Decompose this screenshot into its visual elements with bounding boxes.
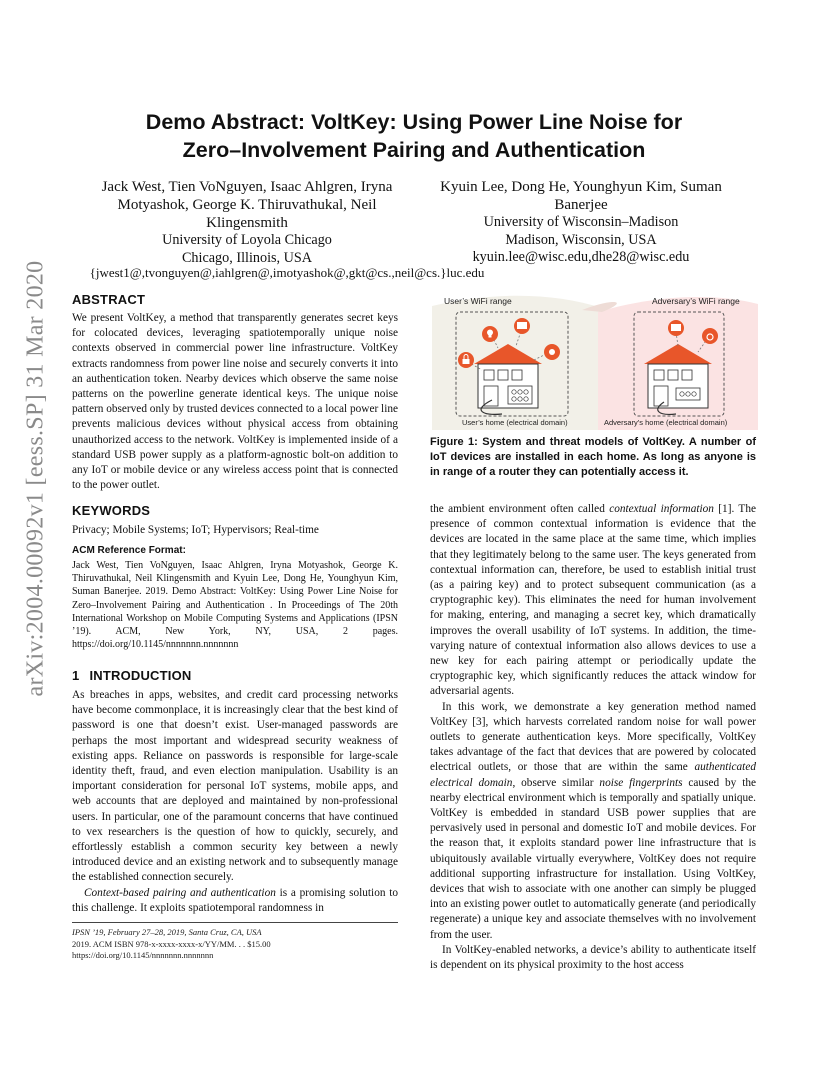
intro-paragraph-2-text: is a promising solution to this challenge. It exploits spatiotemporal randomness in (72, 886, 398, 914)
section-title: INTRODUCTION (89, 668, 192, 683)
label-adversary-wifi: Adversary’s WiFi range (652, 296, 740, 306)
authors-left-emails: {jwest1@,tvonguyen@,iahlgren@,imotyashok@,gkt@cs.,neil@cs.}luc.edu (89, 265, 485, 280)
label-user-wifi: User’s WiFi range (444, 296, 512, 306)
keywords-text: Privacy; Mobile Systems; IoT; Hypervisors; Real-time (72, 524, 319, 536)
right-p2-emphasis-2: noise fingerprints (599, 776, 683, 789)
authors-left-affiliation: University of Loyola Chicago (162, 232, 332, 248)
paper-title (80, 108, 748, 164)
acm-reference-section (72, 544, 398, 651)
right-p2-emphasis-1: authenticated electrical domain (430, 761, 756, 789)
right-column-body (430, 502, 756, 973)
acm-reference-heading: ACM Reference Format: (72, 545, 186, 556)
right-p2-text-b: , observe similar (512, 776, 600, 789)
authors-left-location: Chicago, Illinois, USA (181, 249, 313, 266)
abstract-text: We present VoltKey, a method that transparently generates secret keys for colocated devices, leveraging spatiotemporally unique noise contexts observed in commercial power line infrastructure. VoltKey extracts randomness from power line noise and securely converts it into an authentication token. Nearby devices which observe the same noise patterns on the powerline generate identical keys. The unique noise pattern observed only by trusted devices connected to a local power line prevents malicious devices without physical access from obtaining unauthorized access to the network. VoltKey is implemented inside of a standard USB power supply as a platform-agnostic bolt-on addition to any IoT or mobile device or any wireless access point that is connected to the power outlet. (72, 312, 398, 492)
authors-left-names: Jack West, Tien VoNguyen, Isaac Ahlgren, Iryna Motyashok, George K. Thiruvathukal, Neil Klingensmith (101, 179, 393, 231)
copyright-footnote (72, 922, 398, 962)
right-paragraph-2 (430, 700, 756, 943)
right-p1-text-a: the ambient environment often called (430, 503, 610, 515)
authors-left-block (80, 178, 414, 267)
intro-paragraph-1: As breaches in apps, websites, and credit card processing networks have become commonplace, it is increasingly clear that the best kind of password is one that doesn’t exist. User-managed passwords are perhaps the most important and widespread security weakness of existing apps. Reliance on passwords is responsible for large-scale identity theft, fraud, and even election manipulation. Usability is an important consideration for personal IoT systems, mobile apps, and web accounts that are deployed and maintained by non-professional users. In particular, one of the paramount concerns that have continued to vex researchers is the question of how to quickly, securely, and effortlessly establish a common security key between a newly introduced device and an existing network and to subsequently manage the established connection securely. (72, 689, 398, 884)
introduction-section (72, 668, 398, 916)
right-p1-text-b: [1]. The presence of common contextual information is evidence that the devices are located in the same place at the same time, which implies that they legitimately belong to the same user. The keys generated from contextual information can, therefore, be used to establish initial trust (as a pairing key) and to protect subsequent communication (as a cryptographic key). This eliminates the need for human involvement for making, entering, and managing a secret key, which dramatically improves the overall usability of IoT systems. In addition, the time-varying nature of contextual information also allows devices to use a new key for each pairing attempt or periodically update the cryptographic key, which significantly reduces the attack window for adversarial agents. (430, 503, 756, 698)
arxiv-identifier (14, 260, 58, 696)
authors-right-location: Madison, Wisconsin, USA (505, 231, 657, 248)
section-number: 1 (72, 668, 80, 683)
footnote-isbn: 2019. ACM ISBN 978-x-xxxx-xxxx-x/YY/MM. . . $15.00 (72, 938, 271, 949)
right-paragraph-1 (430, 502, 756, 700)
keywords-heading: KEYWORDS (72, 503, 151, 518)
threat-model-diagram (432, 292, 758, 430)
authors-right-emails: kyuin.lee@wisc.edu,dhe28@wisc.edu (472, 249, 690, 265)
introduction-heading (72, 668, 398, 684)
right-p1-emphasis: contextual information (609, 503, 714, 515)
intro-paragraph-2 (72, 886, 398, 916)
right-p2-text-c: caused by the nearby electrical environment which is temporally and spatially unique. VoltKey is embedded in standard USB power supplies that are pervasively used in personal and domestic IoT and mobile devices. For the reason that, it exploits standard power line infrastructure that is ubiquitously available virtually everywhere, VoltKey does not require additional supporting infrastructure for installation. Using VoltKey, devices that wish to associate with one another can simply be plugged into an existing power outlet to automatically generate (and periodically regenerate) a unique key and associate themselves with no involvement from the user. (430, 776, 756, 941)
abstract-section (72, 292, 398, 493)
label-user-home: User’s home (electrical domain) (462, 418, 568, 427)
footnote-doi: https://doi.org/10.1145/nnnnnnn.nnnnnnn (72, 950, 214, 960)
authors-right-names: Kyuin Lee, Dong He, Younghyun Kim, Suman Banerjee (440, 179, 722, 213)
adversary-router-icon (702, 328, 718, 344)
acm-reference-text: Jack West, Tien VoNguyen, Isaac Ahlgren, Iryna Motyashok, George K. Thiruvathukal, Neil Klingensmith and Kyuin Lee, Dong He, Younghyun Kim, Suman Banerjee. 2019. Demo Abstract: VoltKey: Using Power Line Noise for Zero–Involvement Pairing and Authentication . In Proceedings of The 20th International Workshop on Mobile Computing Systems and Applications (IPSN ’19). ACM, New York, NY, USA, 2 pages. https://doi.org/10.1145/nnnnnnn.nnnnnnn (72, 560, 398, 651)
right-paragraph-3: In VoltKey-enabled networks, a device’s ability to authenticate itself is dependent on its physical proximity to the host access (430, 943, 756, 972)
arxiv-identifier-text: arXiv:2004.00092v1 [eess.SP] 31 Mar 2020 (22, 260, 49, 696)
footnote-venue: IPSN ’19, February 27–28, 2019, Santa Cruz, CA, USA (72, 927, 262, 937)
figure-caption: Figure 1: System and threat models of VoltKey. A number of IoT devices are installed in each home. As long as anyone is in range of a router they can potentially access it. (430, 436, 756, 478)
title-line-1: Demo Abstract: VoltKey: Using Power Line Noise for (145, 110, 683, 134)
label-adversary-home: Adversary’s home (electrical domain) (604, 418, 728, 427)
intro-emphasis: Context-based pairing and authentication (84, 886, 276, 899)
authors-right-affiliation: University of Wisconsin–Madison (483, 214, 679, 230)
abstract-heading: ABSTRACT (72, 292, 146, 307)
authors-right-block (420, 178, 742, 267)
title-line-2: Zero–Involvement Pairing and Authentication (182, 138, 646, 162)
keywords-section (72, 503, 398, 538)
figure-1 (432, 292, 758, 430)
right-p2-text-a: In this work, we demonstrate a key generation method named VoltKey [3], which harvests correlated random noise for wall power outlets to generate authentication keys. More specifically, VoltKey takes advantage of the fact that devices that are powered by colocated electrical outlets, or those that are within the same (430, 700, 756, 774)
